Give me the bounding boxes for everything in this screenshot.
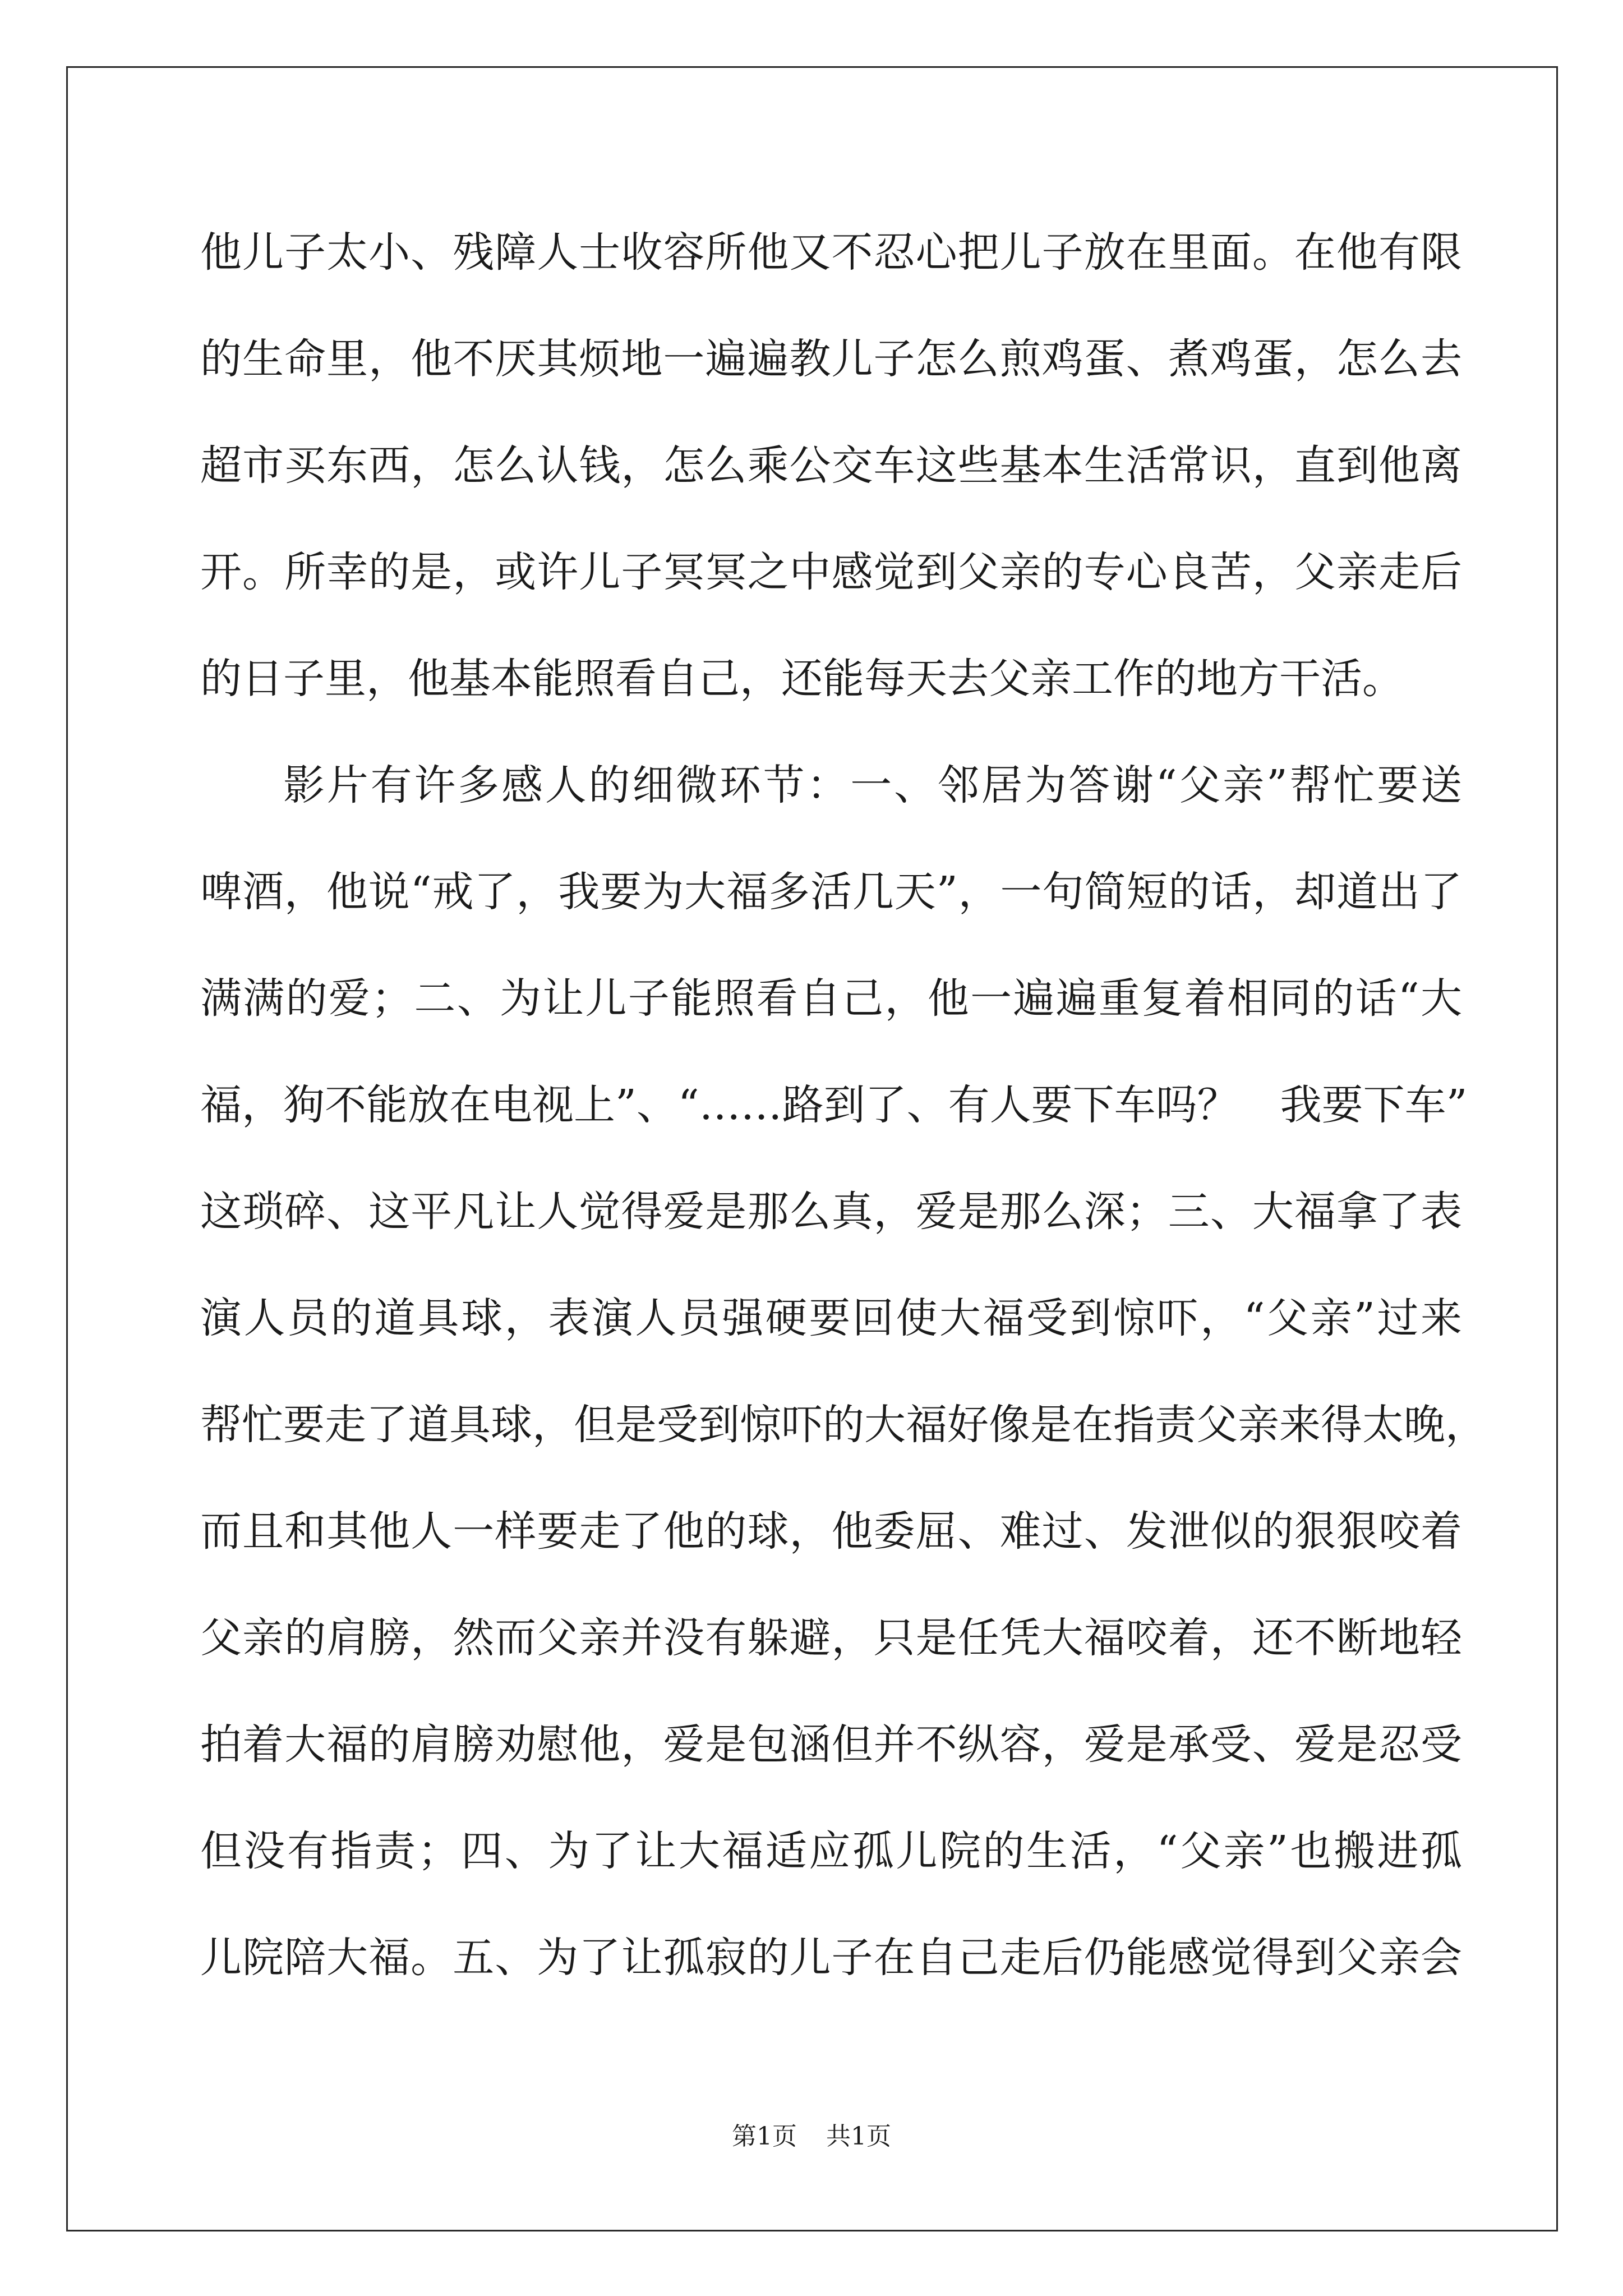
text-line: 福，狗不能放在电视上”、“……路到了、有人要下车吗？ 我要下车” [200, 1081, 1468, 1129]
text-line: 帮忙要走了道具球，但是受到惊吓的大福好像是在指责父亲来得太晚， [200, 1401, 1487, 1449]
page-number: 第1页 [732, 2122, 797, 2151]
page-total: 共1页 [826, 2122, 891, 2151]
text-line: 影片有许多感人的细微环节：一、邻居为答谢“父亲”帮忙要送 [283, 761, 1462, 809]
text-line: 开。所幸的是，或许儿子冥冥之中感觉到父亲的专心良苦，父亲走后 [200, 548, 1462, 596]
text-line: 的生命里，他不厌其烦地一遍遍教儿子怎么煎鸡蛋、煮鸡蛋，怎么去 [200, 335, 1462, 383]
body-text [200, 216, 1487, 2028]
text-line: 父亲的肩膀，然而父亲并没有躲避，只是任凭大福咬着，还不断地轻 [200, 1614, 1462, 1662]
text-line: 啤酒，他说“戒了，我要为大福多活几天”，一句简短的话，却道出了 [200, 868, 1462, 916]
page-footer [0, 2116, 1623, 2152]
text-line: 但没有指责；四、为了让大福适应孤儿院的生活，“父亲”也搬进孤 [200, 1827, 1462, 1875]
text-line: 超市买东西，怎么认钱，怎么乘公交车这些基本生活常识，直到他离 [200, 441, 1462, 490]
text-line: 而且和其他人一样要走了他的球，他委屈、难过、发泄似的狠狠咬着 [200, 1507, 1462, 1556]
text-line: 他儿子太小、残障人士收容所他又不忍心把儿子放在里面。在他有限 [200, 228, 1462, 277]
text-line: 演人员的道具球，表演人员强硬要回使大福受到惊吓，“父亲”过来 [200, 1294, 1462, 1342]
text-line: 拍着大福的肩膀劝慰他，爱是包涵但并不纵容，爱是承受、爱是忍受 [200, 1720, 1462, 1769]
text-line: 满满的爱；二、为让儿子能照看自己，他一遍遍重复着相同的话“大 [200, 974, 1462, 1023]
text-line: 这琐碎、这平凡让人觉得爱是那么真，爱是那么深；三、大福拿了表 [200, 1188, 1462, 1236]
text-line: 儿院陪大福。五、为了让孤寂的儿子在自己走后仍能感觉得到父亲会 [200, 1934, 1462, 1982]
text-line: 的日子里，他基本能照看自己，还能每天去父亲工作的地方干活。 [200, 655, 1404, 703]
